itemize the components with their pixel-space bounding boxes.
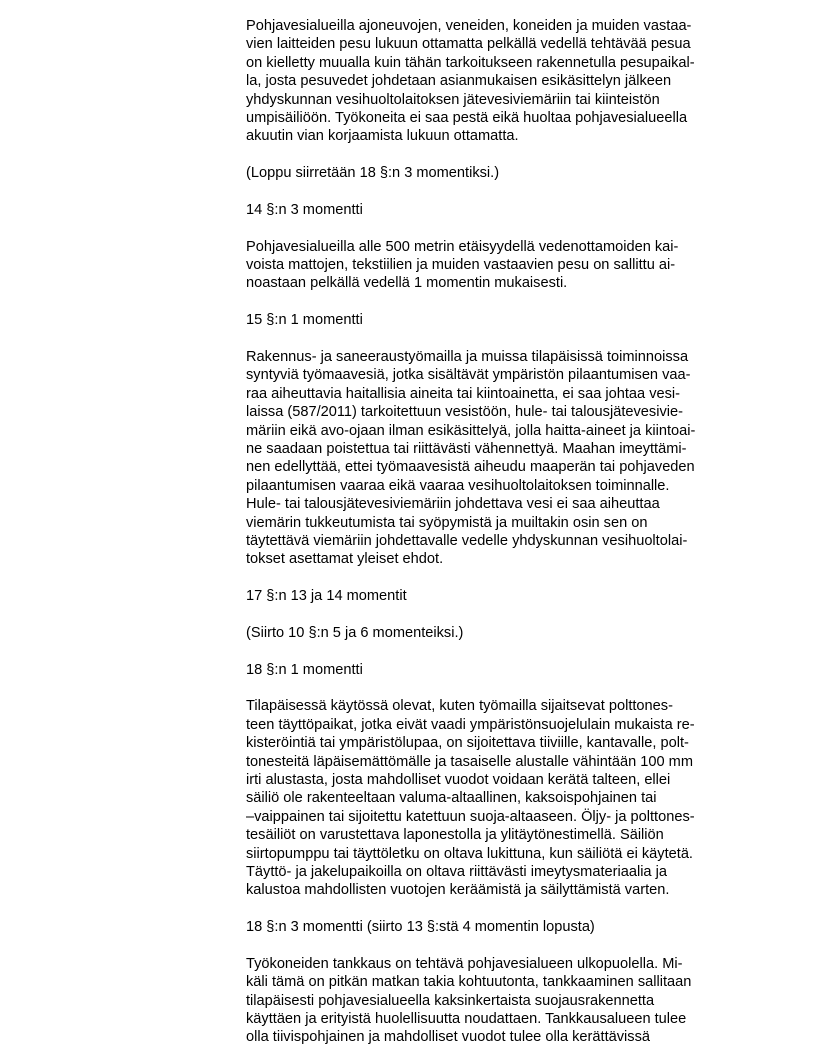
text-line: 15 §:n 1 momentti <box>246 312 363 329</box>
text-line: ne saadaan poistettua tai riittävästi vähennettyä. Maahan imeyttämi- <box>246 440 687 457</box>
text-line: raa aiheuttavia haitallisia aineita tai kiintoainetta, ei saa johtaa vesi- <box>246 385 681 402</box>
text-line: laissa (587/2011) tarkoitettuun vesistöön, hule- tai talousjätevesivie- <box>246 404 683 421</box>
body-paragraph <box>246 348 746 569</box>
text-line: la, josta pesuvedet johdetaan asianmukaisen esikäsittelyn jälkeen <box>246 73 672 90</box>
text-line: teen täyttöpaikat, jotka eivät vaadi ympäristönsuojelulain mukaista re- <box>246 716 695 733</box>
text-line: viemärin tukkeutumista tai syöpymistä ja muiltakin osin sen on <box>246 514 648 531</box>
text-line: tesäiliöt on varustettava laponestolla ja ylitäytönestimellä. Säiliön <box>246 827 664 844</box>
text-line: on kielletty muualla kuin tähän tarkoitukseen rakennetulla pesupaikal- <box>246 54 695 71</box>
text-line: (Siirto 10 §:n 5 ja 6 momenteiksi.) <box>246 624 464 641</box>
text-line: säiliö ole rakenteeltaan valuma-altaallinen, kaksoispohjainen tai <box>246 790 657 807</box>
text-line: noastaan pelkällä vedellä 1 momentin mukaisesti. <box>246 275 568 292</box>
text-line: nen edellyttää, ettei työmaavesistä aiheudu maaperän tai pohjaveden <box>246 459 695 476</box>
text-line: Työkoneiden tankkaus on tehtävä pohjavesialueen ulkopuolella. Mi- <box>246 955 683 972</box>
text-line: kisteröintiä tai ympäristölupaa, on sijoitettava tiiviille, kantavalle, polt- <box>246 735 689 752</box>
text-line: täytettävä viemäriin johdettavalle vedelle yhdyskunnan vesihuoltolai- <box>246 532 688 549</box>
text-line: irti alustasta, josta mahdolliset vuodot voidaan kerätä talteen, ellei <box>246 772 671 789</box>
body-paragraph <box>246 238 746 293</box>
text-line: yhdyskunnan vesihuoltolaitoksen jätevesiviemäriin tai kiinteistön <box>246 91 660 108</box>
text-line: Tilapäisessä käytössä olevat, kuten työmailla sijaitsevat polttones- <box>246 698 673 715</box>
body-paragraph <box>246 955 746 1047</box>
text-line: Pohjavesialueilla alle 500 metrin etäisyydellä vedenottamoiden kai- <box>246 238 679 255</box>
section-heading <box>246 587 746 605</box>
text-line: märiin eikä avo-ojaan ilman esikäsittelyä, jolla haitta-aineet ja kiintoai- <box>246 422 696 439</box>
text-line: syntyviä työmaavesiä, jotka sisältävät ympäristön pilaantumisen vaa- <box>246 367 691 384</box>
section-heading <box>246 661 746 679</box>
body-paragraph <box>246 624 746 642</box>
text-line: akuutin vian korjaamista lukuun ottamatta. <box>246 128 519 145</box>
text-line: kalustoa mahdollisten vuotojen keräämistä ja säilyttämistä varten. <box>246 882 670 899</box>
text-line: käli tämä on pitkän matkan takia kohtuutonta, tankkaaminen sallitaan <box>246 974 692 991</box>
text-line: siirtopumppu tai täyttöletku on oltava lukittuna, kun säiliötä ei käytetä. <box>246 845 693 862</box>
text-line: Hule- tai talousjätevesiviemäriin johdettava vesi ei saa aiheuttaa <box>246 496 660 513</box>
text-line: tonesteitä läpäisemättömälle ja tasaiselle alustalle vähintään 100 mm <box>246 753 693 770</box>
body-paragraph <box>246 17 746 146</box>
section-heading <box>246 201 746 219</box>
text-line: 18 §:n 1 momentti <box>246 661 363 678</box>
text-line: 17 §:n 13 ja 14 momentit <box>246 588 407 605</box>
text-line: vien laitteiden pesu lukuun ottamatta pelkällä vedellä tehtävää pesua <box>246 36 691 53</box>
body-paragraph <box>246 164 746 182</box>
text-line: voista mattojen, tekstiilien ja muiden vastaavien pesu on sallittu ai- <box>246 257 676 274</box>
text-line: (Loppu siirretään 18 §:n 3 momentiksi.) <box>246 165 500 182</box>
text-line: –vaippainen tai sijoitettu katettuun suoja-altaaseen. Öljy- ja polttones- <box>246 808 695 825</box>
document-body <box>246 17 746 1047</box>
body-paragraph <box>246 697 746 899</box>
text-line: 18 §:n 3 momentti (siirto 13 §:stä 4 momentin lopusta) <box>246 919 595 936</box>
text-line: Täyttö- ja jakelupaikoilla on oltava riittävästi imeytysmateriaalia ja <box>246 863 667 880</box>
text-line: Pohjavesialueilla ajoneuvojen, veneiden, koneiden ja muiden vastaa- <box>246 18 692 34</box>
text-line: tokset asettamat yleiset ehdot. <box>246 551 444 568</box>
text-line: umpisäiliöön. Työkoneita ei saa pestä eikä huoltaa pohjavesialueella <box>246 109 688 126</box>
text-line: Rakennus- ja saneeraustyömailla ja muissa tilapäisissä toiminnoissa <box>246 349 689 366</box>
section-heading <box>246 311 746 329</box>
section-heading <box>246 918 746 936</box>
text-line: 14 §:n 3 momentti <box>246 201 363 218</box>
text-line: käyttäen ja erityistä huolellisuutta noudattaen. Tankkausalueen tulee <box>246 1011 687 1028</box>
text-line: pilaantumisen vaaraa eikä vaaraa vesihuoltolaitoksen toiminnalle. <box>246 477 670 494</box>
text-line: tilapäisesti pohjavesialueella kaksinkertaista suojausrakennetta <box>246 992 655 1009</box>
text-line: olla tiivispohjainen ja mahdolliset vuodot tulee olla kerättävissä <box>246 1029 650 1046</box>
